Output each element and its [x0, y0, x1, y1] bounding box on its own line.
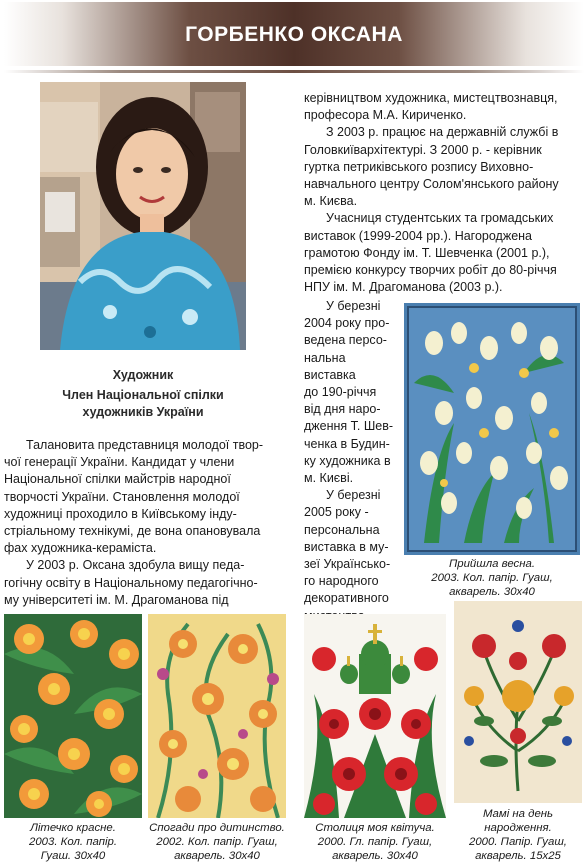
caption-summer-title: Літечко красне.: [30, 822, 116, 834]
text-line: зеї Українсько-: [304, 557, 391, 572]
caption-childhood-title: Спогади про дитинство.: [149, 822, 285, 834]
text-line: У березні: [326, 299, 381, 313]
text-line: 2004 року про-: [304, 316, 390, 331]
text-line: ченка в Будин-: [304, 436, 390, 451]
text-line: нальна виставка: [304, 350, 356, 382]
text-line: З 2003 р. працює на державній службі в: [326, 125, 559, 140]
text-line: декоративного: [304, 591, 389, 606]
caption-mother-title: Мамі на день: [482, 808, 554, 820]
painting-capital: [304, 614, 446, 818]
caption-childhood-details: 2002. Кол. папір. Гуаш,: [156, 836, 278, 848]
artist-role: Художник: [112, 368, 174, 382]
membership-line2: художників України: [82, 405, 204, 419]
painting-spring: [404, 303, 580, 555]
text-line: НПУ ім. М. Драгоманова (2003 р.).: [304, 280, 503, 295]
text-line: виставка в му-: [304, 539, 389, 554]
text-line: го народного: [304, 574, 379, 589]
text-line: 2005 року -: [304, 505, 369, 520]
text-line: Талановита представниця молодої твор-: [26, 438, 264, 452]
text-line: гогічну освіту в Національному педагогічно-: [4, 575, 258, 590]
text-line: дження Т. Шев-: [304, 419, 394, 434]
biography-narrow-column: [304, 298, 398, 625]
caption-childhood-details2: акварель. 30х40: [174, 850, 260, 862]
text-line: творчості України. Становлення молодої: [4, 489, 240, 504]
text-line: У 2003 р. Оксана здобула вищу педа-: [26, 558, 245, 573]
text-line: керівництвом художника, мистецтвознавця,: [304, 91, 558, 105]
biography-right-column: [304, 90, 582, 296]
text-line: м. Києві.: [304, 471, 354, 486]
caption-summer-details: 2003. Кол. папір.: [29, 836, 117, 848]
text-line: навчального центру Солом'янського району: [304, 177, 559, 192]
caption-spring-details: 2003. Кол. папір. Гуаш,: [431, 572, 553, 584]
painting-childhood: [148, 614, 286, 818]
caption-spring-title: Прийшла весна.: [448, 558, 535, 570]
artist-portrait: [40, 82, 246, 350]
caption-mother-details2: 2000. Папір. Гуаш,: [469, 836, 567, 848]
text-line: ку художника в: [304, 453, 391, 468]
painting-summer: [4, 614, 142, 818]
text-line: від дня наро-: [304, 402, 381, 417]
text-line: фах художника-кераміста.: [4, 541, 157, 556]
text-line: грамотою Фонду ім. Т. Шевченка (2001 р.),: [304, 245, 550, 260]
caption-capital-details: 2000. Гл. папір. Гуаш,: [317, 836, 433, 848]
text-line: чої генерації України. Кандидат у члени: [4, 455, 235, 470]
text-line: му університеті ім. М. Драгоманова під: [4, 592, 229, 607]
text-line: премією конкурсу творчих робіт до 80-річчя: [304, 263, 557, 278]
text-line: гуртка петриківського розпису Виховно-: [304, 159, 534, 174]
caption-mother-details3: акварель. 15х25: [475, 850, 561, 862]
caption-spring-details2: акварель. 30х40: [449, 586, 535, 598]
text-line: Головкиївархітектурі. З 2000 р. - керівник: [304, 142, 542, 157]
text-line: художниці проходило в Київському інду-: [4, 506, 237, 521]
page-title: ГОРБЕНКО ОКСАНА: [185, 23, 403, 46]
text-line: Національної спілки майстрів народної: [4, 472, 231, 487]
text-line: виставок (1999-2004 рр.). Нагороджена: [304, 228, 533, 243]
membership-line1: Член Національної спілки: [62, 388, 224, 402]
text-line: персональна: [304, 522, 380, 537]
text-line: Учасниця студентських та громадських: [326, 211, 554, 226]
text-line: до 190-річчя: [304, 385, 377, 400]
text-line: стріальному технікумі, де вона опановувала: [4, 524, 261, 539]
text-line: ведена персо-: [304, 333, 387, 348]
caption-summer-details2: Гуаш. 30х40: [40, 850, 106, 862]
header-divider: [4, 70, 584, 73]
text-line: професора М.А. Кириченко.: [304, 108, 467, 123]
caption-mother-details: народження.: [484, 822, 552, 834]
text-line: м. Києва.: [304, 194, 358, 209]
caption-capital-details2: акварель. 30х40: [332, 850, 418, 862]
painting-mother: [454, 601, 582, 803]
text-line: У березні: [326, 488, 381, 503]
page-header: [4, 2, 584, 66]
caption-capital-title: Столиця моя квітуча.: [315, 822, 435, 834]
biography-left-column: [4, 437, 286, 609]
